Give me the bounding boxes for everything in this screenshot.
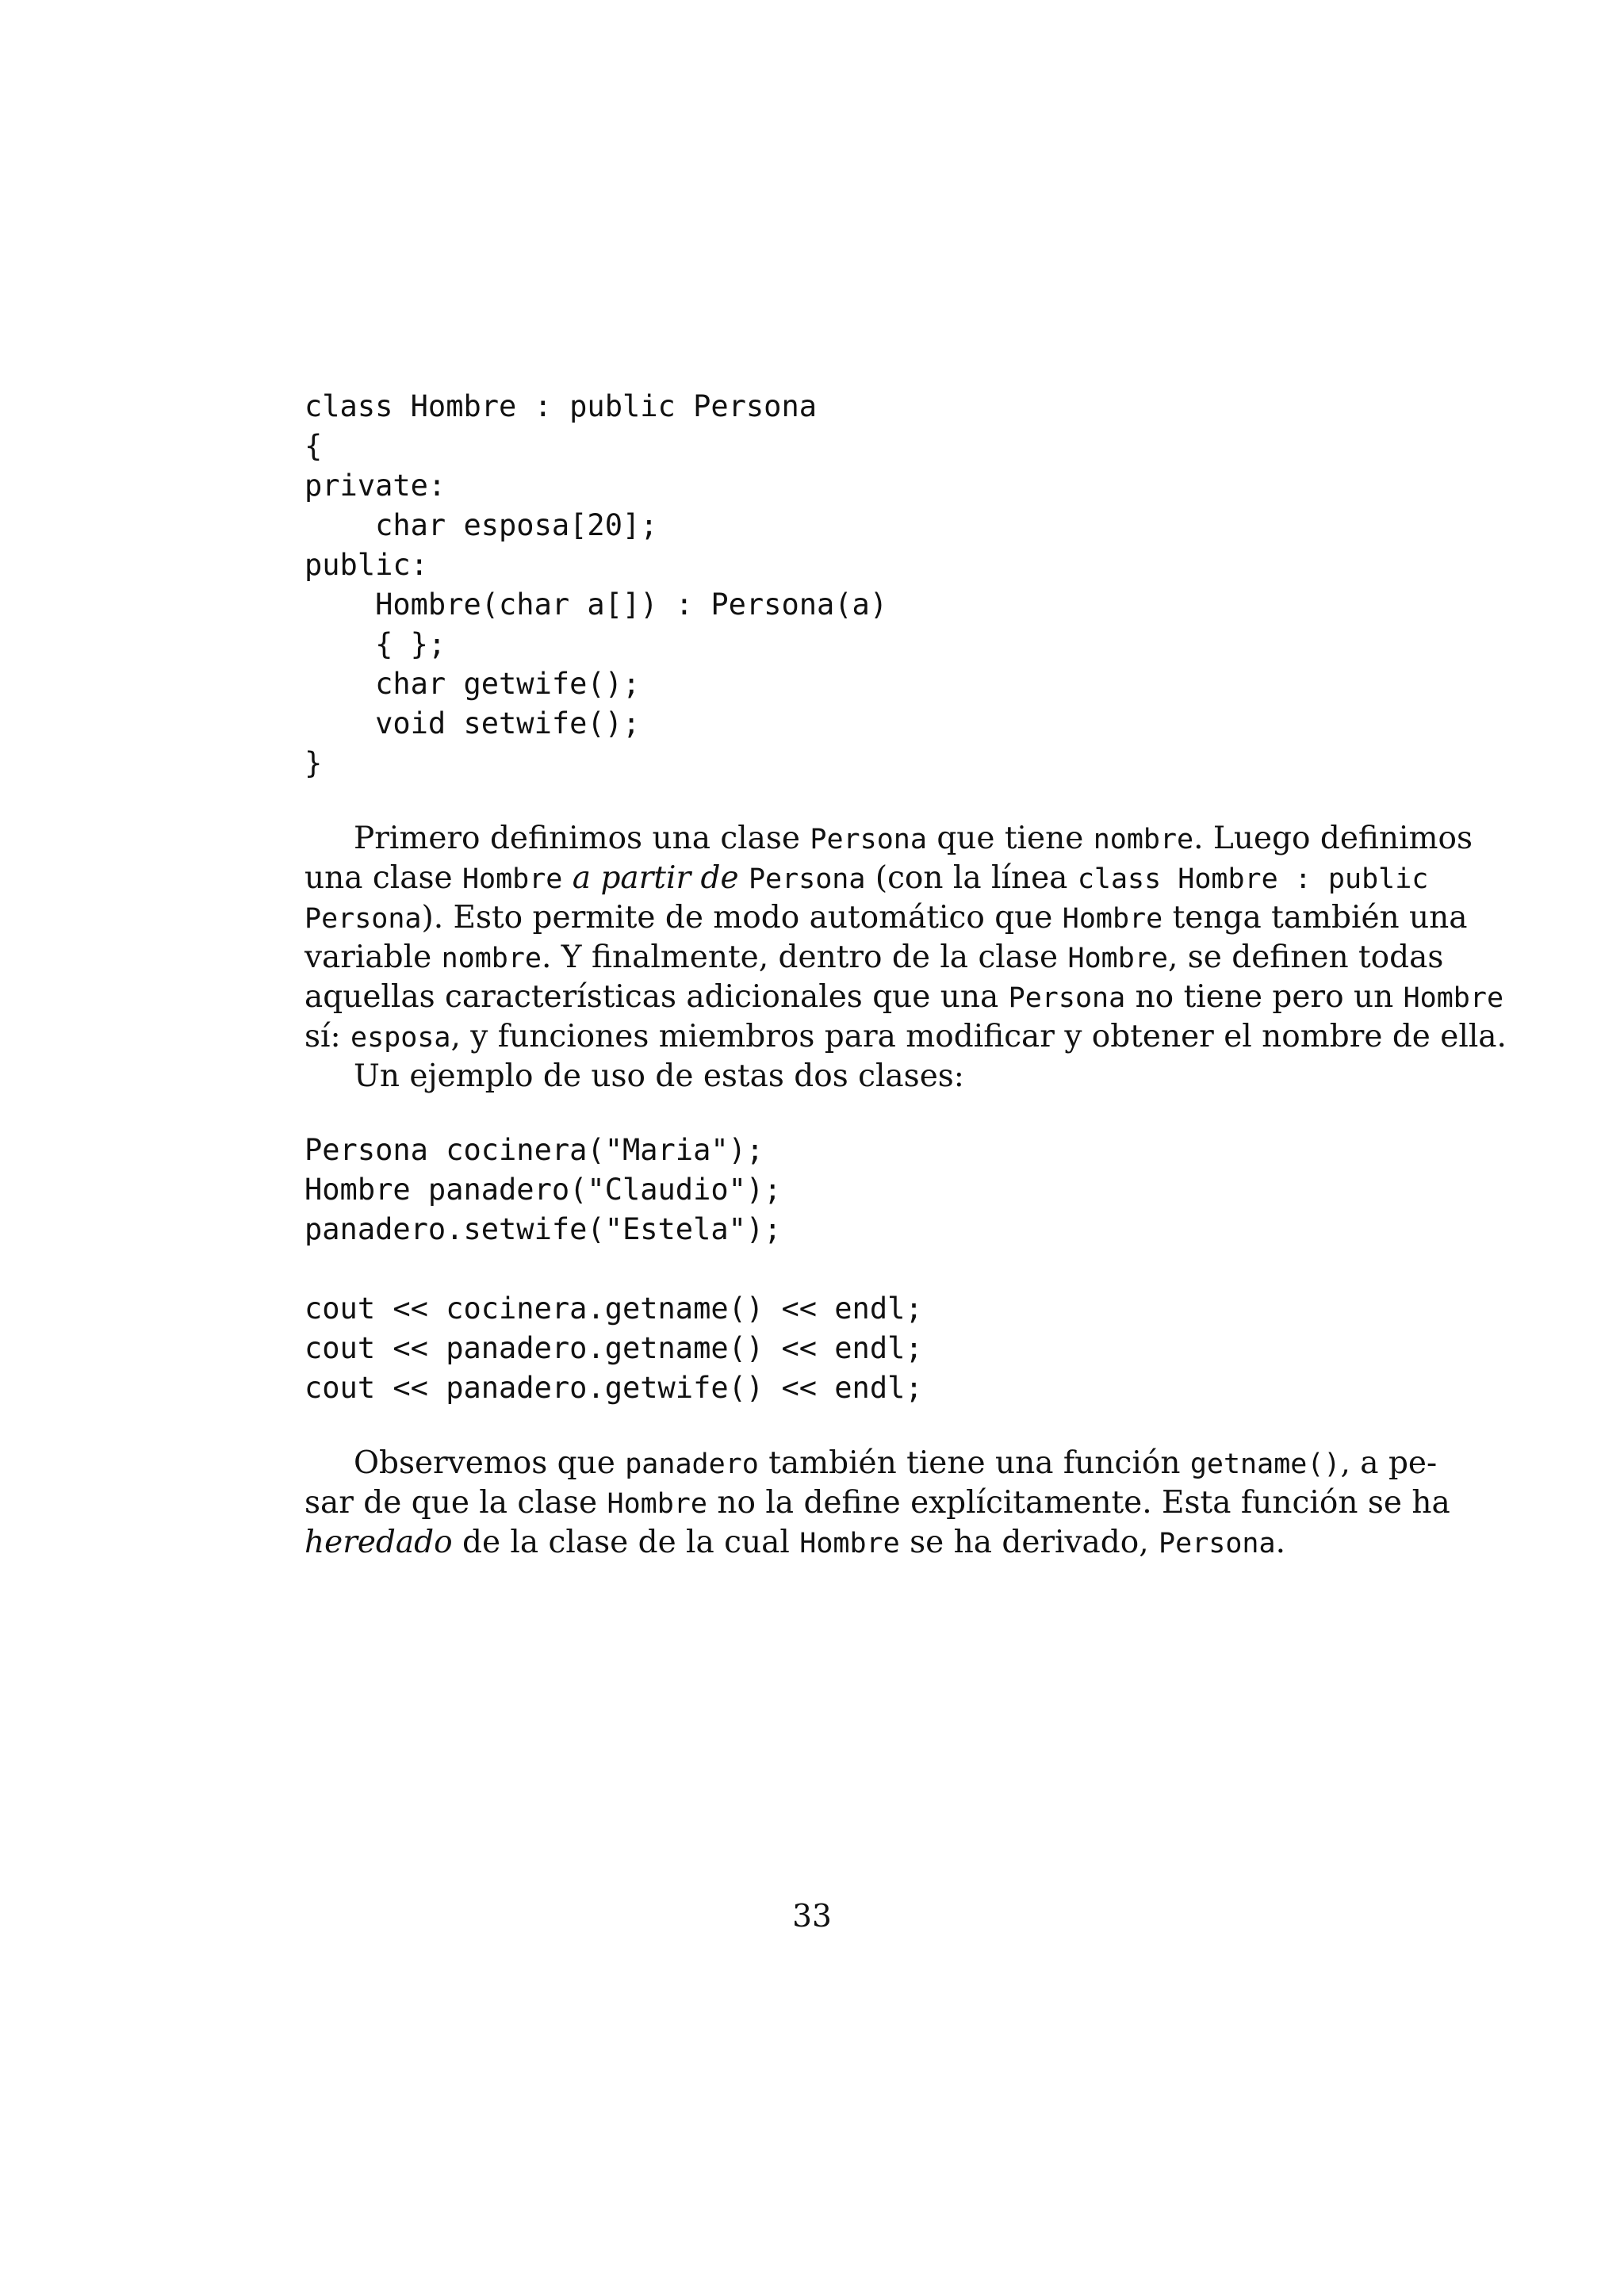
text-line: Observemos que panadero también tiene una función getname(), a pe-: [354, 1445, 1438, 1481]
text-line: sar de que la clase Hombre no la define explícitamente. Esta función se ha: [304, 1485, 1450, 1521]
code-block-class-hombre: [304, 387, 887, 783]
code-line: }: [304, 746, 323, 780]
code-line: public:: [304, 548, 428, 582]
text-line: heredado de la clase de la cual Hombre se ha derivado, Persona.: [304, 1525, 1285, 1560]
text-line: aquellas características adicionales que una Persona no tiene pero un Hombre: [304, 979, 1504, 1015]
code-line: void setwife();: [304, 706, 641, 740]
text-line: sí: esposa, y funciones miembros para modificar y obtener el nombre de ella.: [304, 1019, 1507, 1054]
code-line: cout << cocinera.getname() << endl;: [304, 1292, 923, 1326]
code-line: Hombre(char a[]) : Persona(a): [304, 587, 888, 622]
code-line: [304, 1249, 923, 1289]
text-line: Primero definimos una clase Persona que tiene nombre. Luego definimos: [354, 821, 1473, 856]
code-line: private:: [304, 469, 446, 503]
paragraph-explanation: [304, 819, 1507, 1096]
page-number: 33: [792, 1899, 832, 1934]
code-line: Persona cocinera("Maria");: [304, 1133, 764, 1167]
code-line: {: [304, 429, 323, 463]
code-line: cout << panadero.getname() << endl;: [304, 1331, 923, 1365]
code-line: cout << panadero.getwife() << endl;: [304, 1371, 923, 1405]
text-line: Un ejemplo de uso de estas dos clases:: [354, 1058, 964, 1094]
code-line: class Hombre : public Persona: [304, 389, 818, 423]
code-block-usage-example: [304, 1131, 923, 1408]
code-line: char getwife();: [304, 667, 641, 701]
text-line: Persona). Esto permite de modo automático que Hombre tenga también una: [304, 900, 1468, 936]
code-line: Hombre panadero("Claudio");: [304, 1173, 782, 1207]
text-line: variable nombre. Y finalmente, dentro de la clase Hombre, se definen todas: [304, 939, 1444, 975]
code-line: { };: [304, 627, 446, 661]
paragraph-inheritance-note: [304, 1444, 1450, 1563]
text-line: una clase Hombre a partir de Persona (con la línea class Hombre : public: [304, 860, 1429, 896]
code-line: char esposa[20];: [304, 508, 658, 542]
code-line: panadero.setwife("Estela");: [304, 1212, 782, 1246]
